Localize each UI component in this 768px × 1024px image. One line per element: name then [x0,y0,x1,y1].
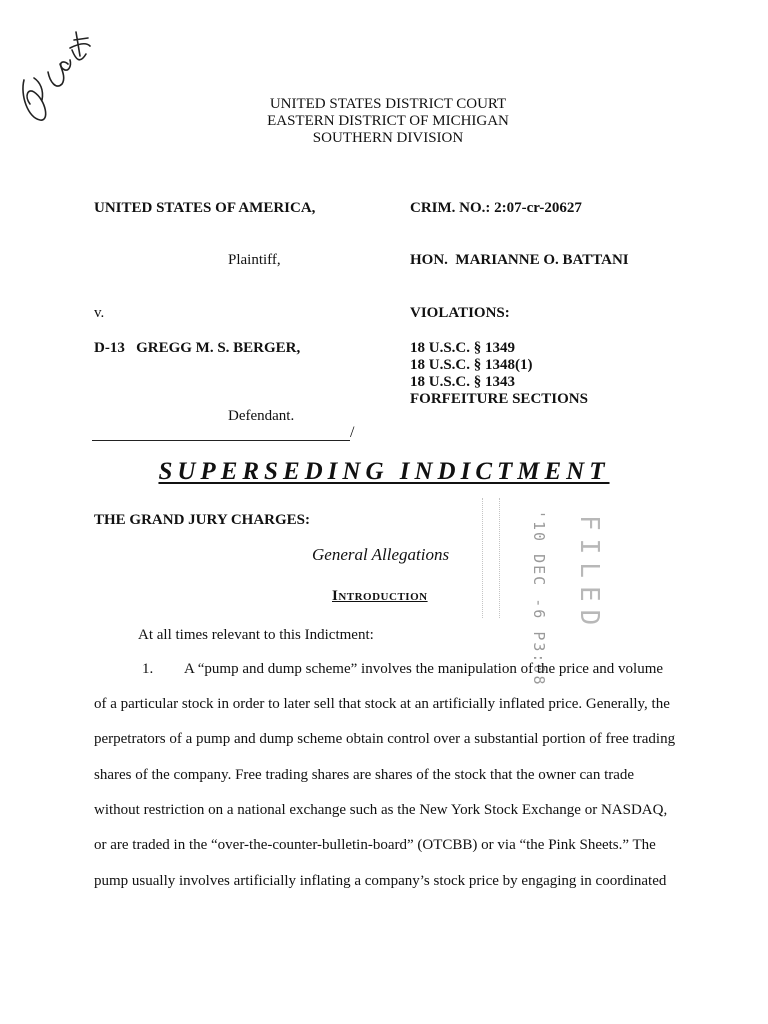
general-allegations-heading: General Allegations [312,545,450,564]
violations-label: VIOLATIONS: [410,305,510,321]
document-title-text: SUPERSEDING INDICTMENT [158,458,610,485]
paragraph-line: or are traded in the “over-the-counter-bulletin-board” (OTCBB) or via “the Pink Sheets.” The [94,837,656,853]
violation-item: 18 U.S.C. § 1348(1) [410,357,533,373]
introduction-heading: Introduction [332,588,428,604]
paragraph-line: shares of the company. Free trading shares are shares of the stock that the owner can trade [94,767,635,783]
stamp-smudge [482,498,500,618]
plaintiff-label: Plaintiff, [228,252,281,268]
violation-item: 18 U.S.C. § 1349 [410,340,516,356]
violations-list [410,340,588,408]
versus: v. [94,305,105,321]
violation-item: FORFEITURE SECTIONS [410,391,588,407]
court-header [0,96,768,147]
plaintiff-name: UNITED STATES OF AMERICA, [94,200,316,216]
violation-item: 18 U.S.C. § 1343 [410,374,516,390]
court-name: UNITED STATES DISTRICT COURT [269,96,507,112]
paragraph-line: pump usually involves artificially inflating a company’s stock price by engaging in coordinated [94,873,667,889]
paragraph-line: of a particular stock in order to later sell that stock at an artificially inflated price. Generally, the [94,696,670,712]
paragraph-line: A “pump and dump scheme” involves the manipulation of the price and volume [184,661,664,677]
document-title [0,458,768,486]
defendant-label: Defendant. [228,408,295,424]
caption-slash: / [350,424,355,441]
judge-name: HON. MARIANNE O. BATTANI [410,252,629,268]
criminal-number: CRIM. NO.: 2:07-cr-20627 [410,200,582,216]
paragraph-number: 1. [142,661,154,677]
defendant-name: D-13 GREGG M. S. BERGER, [94,340,301,356]
paragraph-line: without restriction on a national exchange such as the New York Stock Exchange or NASDAQ, [94,802,668,818]
caption-rule [92,440,350,441]
filing-stamp-date: '10 DEC -6 P3:08 [530,510,548,687]
paragraph-line: perpetrators of a pump and dump scheme obtain control over a substantial portion of free trading [94,731,676,747]
court-district: EASTERN DISTRICT OF MICHIGAN [267,113,509,129]
court-division: SOUTHERN DIVISION [312,130,464,146]
grand-jury-charges: THE GRAND JURY CHARGES: [94,512,311,528]
relevant-times: At all times relevant to this Indictment: [138,627,374,643]
filing-stamp-filed: FILED [574,515,604,634]
